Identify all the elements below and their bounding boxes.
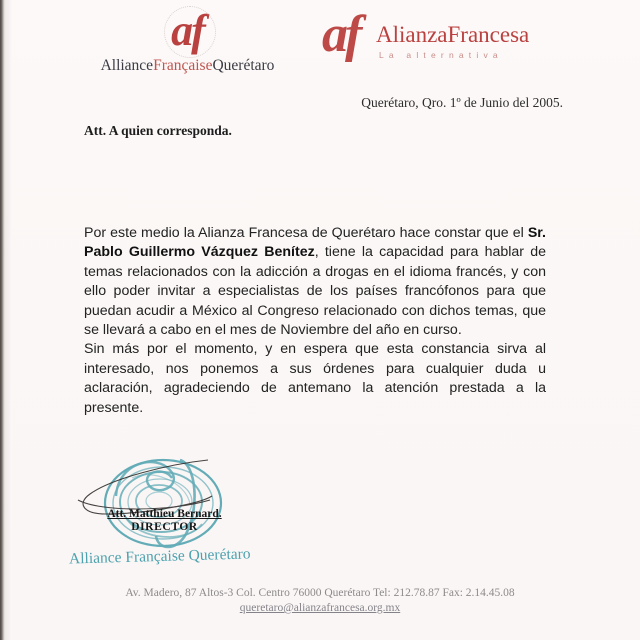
af-monogram-left-icon xyxy=(171,6,204,56)
logo-left-word-alliance: Alliance xyxy=(100,57,154,74)
body-p1-subject-name: Sr. Pablo Guillermo Vázquez Benítez xyxy=(84,225,546,261)
af-monogram-left-text: af xyxy=(171,6,204,55)
date-line: Querétaro, Qro. 1º de Junio del 2005. xyxy=(361,95,563,110)
body-paragraph-1 xyxy=(84,224,546,340)
attention-line: Att. A quien corresponda. xyxy=(84,123,232,138)
logo-right-tagline: La alternativa xyxy=(379,50,503,60)
signature-block xyxy=(60,438,340,578)
af-monogram-right-icon: af xyxy=(322,6,360,63)
letter-footer xyxy=(0,586,640,616)
letterhead xyxy=(0,0,640,95)
signer-name: Att. Matthieu Bernard. xyxy=(107,508,222,520)
body-p1-lead: Por este medio la Alianza Francesa de Querétaro hace constar que el xyxy=(84,225,528,241)
logo-left-word-queretaro: Querétaro xyxy=(212,57,275,74)
logo-right-wordmark: AlianzaFrancesa xyxy=(376,22,530,47)
letter-body xyxy=(84,224,546,418)
stamp-organization-text: Alliance Française Querétaro xyxy=(68,545,251,568)
body-p1-rest: , tiene la capacidad para hablar de temas relacionados con la adicción a drogas en el idioma francés, y con ello poder invitar a especialistas de los países francófonos para que puedan acudir a México al Congreso relacionado con dichos temas, que se llevará a cabo en el mes de Noviembre del año en curso. xyxy=(84,244,547,339)
signer-role: DIRECTOR xyxy=(131,521,198,533)
logo-left-wordmark xyxy=(85,57,290,74)
logo-left-word-francaise: Française xyxy=(153,57,213,74)
scan-edge-falloff xyxy=(5,0,12,640)
logo-alliance-francaise-queretaro xyxy=(85,6,290,74)
body-paragraph-2: Sin más por el momento, y en espera que esta constancia sirva al interesado, nos ponemos a sus órdenes para cualquier duda u aclaración, agradeciendo de antemano la atención prestada a la presente. xyxy=(84,341,546,416)
footer-address: Av. Madero, 87 Altos-3 Col. Centro 76000 Querétaro Tel: 212.78.87 Fax: 2.14.45.08 xyxy=(125,587,515,599)
dotted-circle-icon xyxy=(164,6,216,58)
footer-email[interactable]: queretaro@alianzafrancesa.org.mx xyxy=(239,602,401,614)
